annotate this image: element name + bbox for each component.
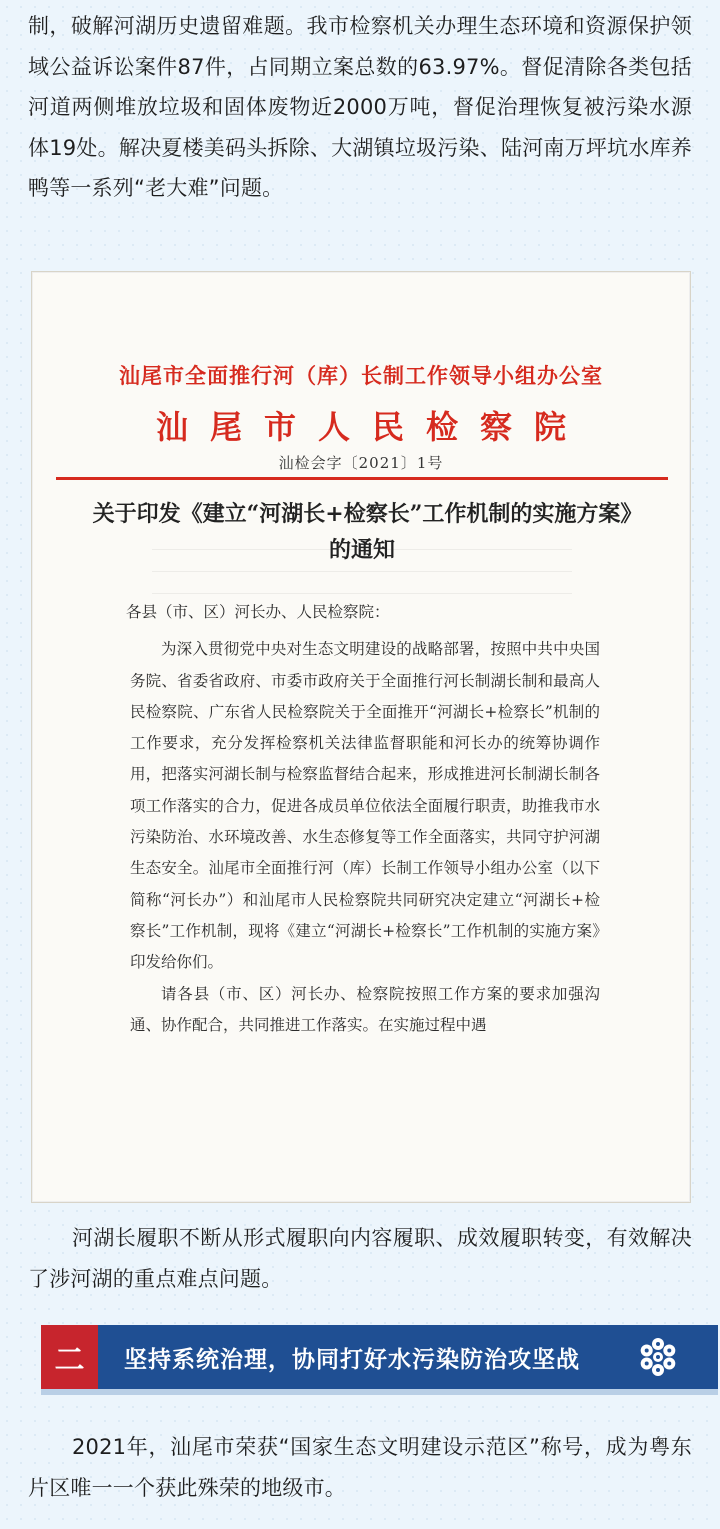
section-banner [41, 1325, 718, 1389]
document-issuer-office: 汕尾市全面推行河（库）长制工作领导小组办公室 [119, 363, 603, 388]
document-red-divider [56, 477, 668, 480]
document-paragraph: 为深入贯彻党中央对生态文明建设的战略部署，按照中共中央国务院、省委省政府、市委市政府关于全面推行河长制湖长制和最高人民检察院、广东省人民检察院关于全面推开“河湖长+检察长”机制的工作要求，充分发挥检察机关法律监督职能和河长办的统筹协调作用，把落实河湖长制与检察监督结合起来，形成推进河长制湖长制各项工作落实的合力，促进各成员单位依法全面履行职责，助推我市水污染防治、水环境改善、水生态修复等工作全面落实，共同守护河湖生态安全。汕尾市全面推行河（库）长制工作领导小组办公室（以下简称“河长办”）和汕尾市人民检察院共同研究决定建立“河湖长+检察长”工作机制，现将《建立“河湖长+检察长”工作机制的实施方案》印发给你们。 [130, 640, 600, 972]
document-number: 汕检会字〔2021〕1号 [278, 454, 444, 472]
section-banner-underline [41, 1389, 718, 1395]
document-issuer-procuratorate: 汕尾市人民检察院 [155, 408, 588, 446]
document-salutation: 各县（市、区）河长办、人民检察院： [126, 603, 390, 621]
document-image [31, 271, 691, 1203]
middle-paragraph: 河湖长履职不断从形式履职向内容履职、成效履职转变，有效解决了涉河湖的重点难点问题。 [28, 1226, 692, 1291]
section-title: 坚持系统治理，协同打好水污染防治攻坚战 [124, 1346, 580, 1373]
snowflake-icon [638, 1337, 678, 1377]
document-title: 关于印发《建立“河湖长+检察长”工作机制的实施方案》的通知 [92, 501, 632, 563]
document-paragraph: 请各县（市、区）河长办、检察院按照工作方案的要求加强沟通、协作配合，共同推进工作落实。在实施过程中遇 [130, 984, 600, 1034]
closing-paragraph: 2021年，汕尾市荣获“国家生态文明建设示范区”称号，成为粤东片区唯一一个获此殊荣的地级市。 [28, 1435, 692, 1500]
intro-paragraph: 制，破解河湖历史遗留难题。我市检察机关办理生态环境和资源保护领域公益诉讼案件87件，占同期立案总数的63.97%。督促清除各类包括河道两侧堆放垃圾和固体废物近2000万吨，督促治理恢复被污染水源体19处。解决夏楼美码头拆除、大湖镇垃圾污染、陆河南万坪坑水库养鸭等一系列“老大难”问题。 [28, 14, 692, 200]
document-body [126, 597, 600, 1041]
document-seal-shadow [152, 534, 572, 594]
section-number: 二 [41, 1325, 98, 1389]
